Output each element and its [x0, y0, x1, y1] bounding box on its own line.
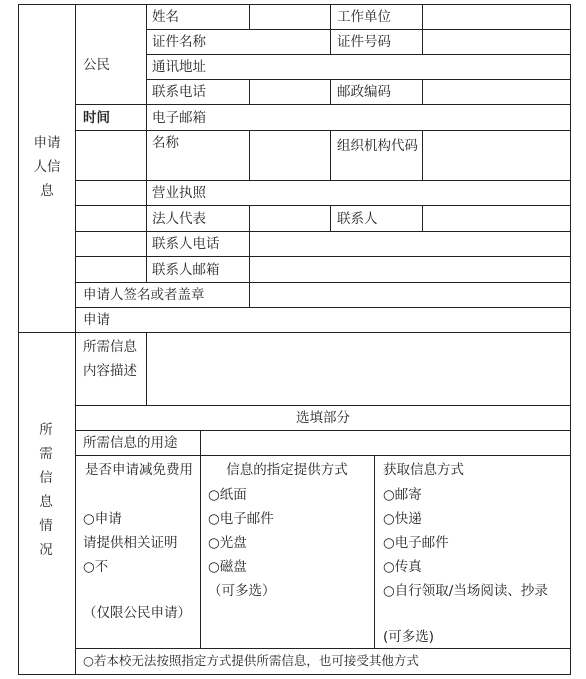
- org-code-label: 组织机构代码: [337, 138, 418, 154]
- legal-rep-label: 法人代表: [152, 211, 206, 227]
- alternative-method-note[interactable]: ○若本校无法按照指定方式提供所需信息，也可接受其他方式: [83, 653, 419, 668]
- address-label: 通讯地址: [152, 59, 206, 75]
- provide-option-paper[interactable]: ○纸面: [208, 487, 247, 503]
- obtain-option-mail[interactable]: ○邮寄: [383, 487, 422, 503]
- obtain-method-title: 获取信息方式: [383, 462, 464, 478]
- phone-label: 联系电话: [152, 84, 206, 100]
- info-section-label: 所需信息情况: [39, 422, 53, 558]
- signature-label: 申请人签名或者盖章: [83, 287, 205, 303]
- name-label: 姓名: [152, 9, 179, 25]
- employer-label: 工作单位: [337, 9, 391, 25]
- provide-option-cd[interactable]: ○光盘: [208, 535, 247, 551]
- time-label: 时间: [83, 110, 110, 126]
- fee-reduction-title: 是否申请减免费用: [85, 462, 193, 478]
- fee-proof-note: 请提供相关证明: [83, 535, 178, 551]
- fee-citizen-only-note: （仅限公民申请）: [83, 605, 191, 621]
- id-type-label: 证件名称: [152, 34, 206, 50]
- provide-multi-note: （可多选）: [208, 583, 276, 599]
- obtain-option-courier[interactable]: ○快递: [383, 511, 422, 527]
- obtain-option-self-pickup[interactable]: ○自行领取/当场阅读、抄录: [383, 583, 548, 599]
- optional-header: 选填部分: [296, 410, 350, 426]
- apply-label: 申请: [83, 312, 110, 328]
- provide-option-disk[interactable]: ○磁盘: [208, 559, 247, 575]
- provide-option-email[interactable]: ○电子邮件: [208, 511, 274, 527]
- postcode-label: 邮政编码: [337, 84, 391, 100]
- provide-method-title: 信息的指定提供方式: [226, 462, 348, 478]
- fee-option-apply[interactable]: ○申请: [83, 511, 122, 527]
- fee-option-no[interactable]: ○不: [83, 559, 109, 575]
- content-description-label: 所需信息内容描述: [83, 339, 137, 379]
- business-license-label: 营业执照: [152, 185, 206, 201]
- obtain-option-fax[interactable]: ○传真: [383, 559, 422, 575]
- contact-person-label: 联系人: [337, 211, 378, 227]
- obtain-option-email[interactable]: ○电子邮件: [383, 535, 449, 551]
- contact-email-label: 联系人邮箱: [152, 262, 220, 278]
- email-label: 电子邮箱: [152, 110, 206, 126]
- citizen-label: 公民: [83, 57, 110, 73]
- id-number-label: 证件号码: [337, 34, 391, 50]
- obtain-multi-note: (可多选): [383, 629, 435, 645]
- org-name-label: 名称: [152, 135, 179, 151]
- contact-phone-label: 联系人电话: [152, 236, 220, 252]
- purpose-label: 所需信息的用途: [83, 435, 178, 451]
- applicant-section-label: 申请人信息: [33, 135, 61, 199]
